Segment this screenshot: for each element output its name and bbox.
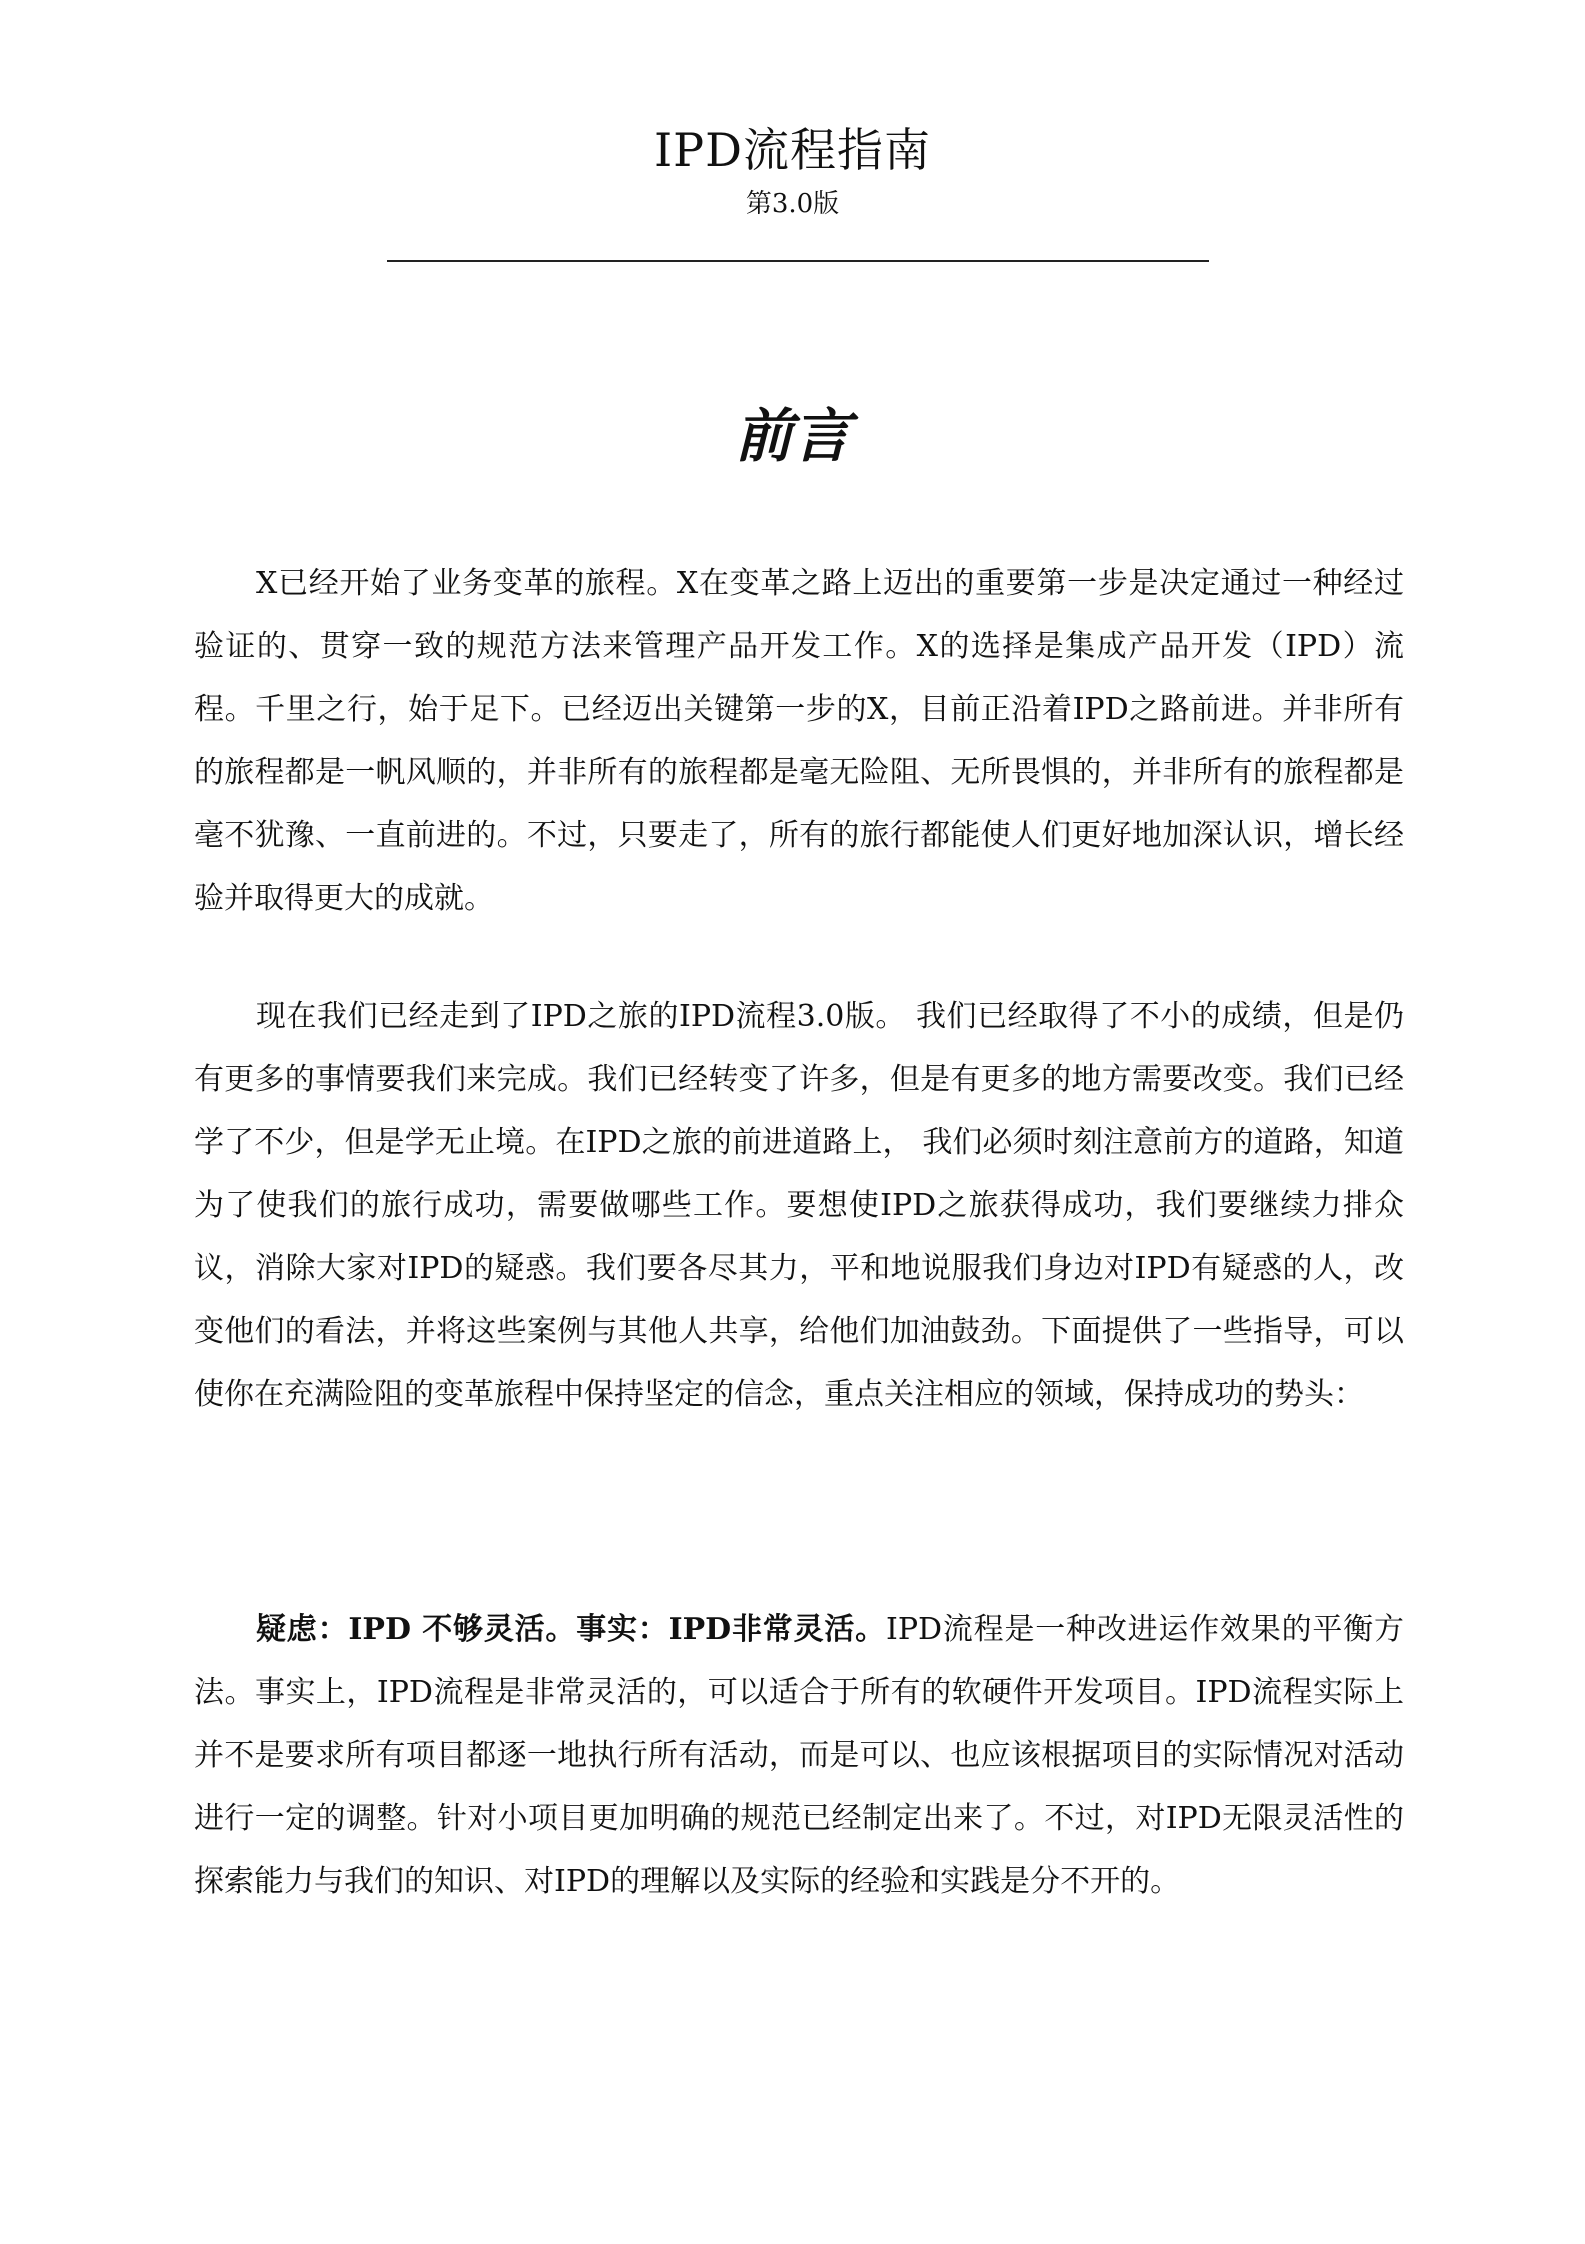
paragraph-3-body: IPD流程是一种改进运作效果的平衡方法。事实上，IPD流程是非常灵活的，可以适合于所有的软硬件开发项目。IPD流程实际上并不是要求所有项目都逐一地执行所有活动，而是可以、也应该根据项目的实际情况对活动进行一定的调整。针对小项目更加明确的规范已经制定出来了。不过，对IPD无限灵活性的探索能力与我们的知识、对IPD的理解以及实际的经验和实践是分不开的。 <box>194 1612 1404 1899</box>
paragraph-1: X已经开始了业务变革的旅程。X在变革之路上迈出的重要第一步是决定通过一种经过验证的、贯穿一致的规范方法来管理产品开发工作。X的选择是集成产品开发（IPD）流程。千里之行，始于足下。已经迈出关键第一步的X，目前正沿着IPD之路前进。并非所有的旅程都是一帆风顺的，并非所有的旅程都是毫无险阻、无所畏惧的，并非所有的旅程都是毫不犹豫、一直前进的。不过，只要走了，所有的旅行都能使人们更好地加深认识，增长经验并取得更大的成就。 <box>194 566 1404 916</box>
document-version: 第3.0版 <box>745 189 840 219</box>
paragraph-3-lead: 疑虑：IPD 不够灵活。事实：IPD非常灵活。 <box>256 1612 886 1647</box>
document-title: IPD流程指南 <box>653 123 931 177</box>
paragraph-3 <box>194 1598 1404 1913</box>
document-header <box>0 118 1585 224</box>
section-title: 前言 <box>734 402 851 470</box>
paragraph-2: 现在我们已经走到了IPD之旅的IPD流程3.0版。 我们已经取得了不小的成绩，但是仍有更多的事情要我们来完成。我们已经转变了许多，但是有更多的地方需要改变。我们已经学了不少，但是学无止境。在IPD之旅的前进道路上， 我们必须时刻注意前方的道路，知道为了使我们的旅行成功，需要做哪些工作。要想使IPD之旅获得成功，我们要继续力排众议，消除大家对IPD的疑惑。我们要各尽其力，平和地说服我们身边对IPD有疑惑的人，改变他们的看法，并将这些案例与其他人共享，给他们加油鼓劲。下面提供了一些指导，可以使你在充满险阻的变革旅程中保持坚定的信念，重点关注相应的领域，保持成功的势头： <box>194 999 1404 1412</box>
header-divider <box>387 260 1209 262</box>
